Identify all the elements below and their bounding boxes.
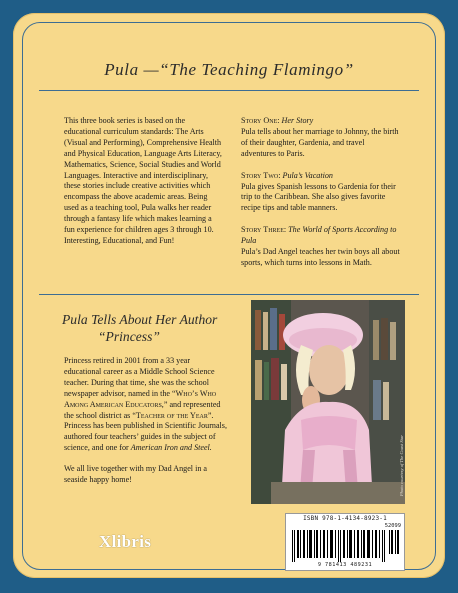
story-one-text: Pula tells about her marriage to Johnny, the birth of their daughter, Gardenia, and travel adventures to Paris. [241,126,399,158]
author-closing-paragraph: We all live together with my Dad Angel in a seaside happy home! [64,464,207,485]
story-three-label: Story Three: [241,225,287,235]
stories-column [241,116,401,280]
intro-column [64,116,222,247]
story-two [241,171,401,215]
price-code: 52099 [384,523,401,529]
author-bio [64,356,229,496]
bio-whos-who: “Who’s Who Among American Educators,” [64,388,217,409]
bio-book-title: American Iron and Steel. [130,443,212,453]
title-divider [39,90,419,91]
ean-digits: 9 781413 489231 [317,562,373,568]
story-three-text: Pula’s Dad Angel teaches her twin boys all about sports, which turns into lessons in Math. [241,247,400,267]
story-two-label: Story Two: [241,170,281,180]
barcode-bars [290,530,400,562]
author-photo [251,300,405,504]
isbn-label: ISBN 978-1-4134-8923-1 [303,515,387,522]
photo-credit: Photo courtesy of The Coast Star [399,434,404,496]
story-one-title: Her Story [281,116,314,125]
isbn-barcode [285,513,405,571]
author-photo-illustration [251,300,405,504]
section-divider [39,294,419,295]
intro-paragraph: This three book series is based on the educational curriculum standards: The Arts (Visual and Performing), Comprehensive Health and Physical Education, Language Arts Literacy, Mathematics, Science, Social Studies and World Languages. Interactive and interdisciplinary, these stories include creative activities which encompass the above academic areas. Being used as a teaching tool, Pula walks her reader through a fantasy life which makes learning a fun experience for children ages 3 through 10. Interesting, Educational, and Fun! [64,116,222,245]
bio-teacher-of-year: “Teacher of the Year” [132,410,212,420]
bio-text-b: and represented the school district as [64,399,221,420]
page-title: Pula —“The Teaching Flamingo” [104,60,354,79]
author-heading [62,311,232,345]
author-bio-paragraph [64,356,229,454]
story-two-text: Pula gives Spanish lessons to Gardenia for their trip to the Caribbean. She also gives favorite recipe tips and table manners. [241,181,396,213]
story-one [241,116,401,160]
author-heading-line2: “Princess” [98,329,160,344]
bio-text-c: . Princess has been published in Scientific Journals, authored four teachers’ guides in the subject of science, and one for [64,410,227,453]
author-heading-line1: Pula Tells About Her Author [62,312,218,327]
bio-text-a: Princess retired in 2001 from a 33 year educational career as a Middle School Science teacher. During that time, she was the school newspaper advisor, named in the [64,356,215,398]
story-three-title: The World of Sports According to Pula [241,225,397,246]
story-three [241,225,401,269]
story-two-title: Pula’s Vacation [282,170,333,180]
publisher-logo: Xlibris [99,532,152,551]
story-one-label: Story One: [241,116,280,125]
